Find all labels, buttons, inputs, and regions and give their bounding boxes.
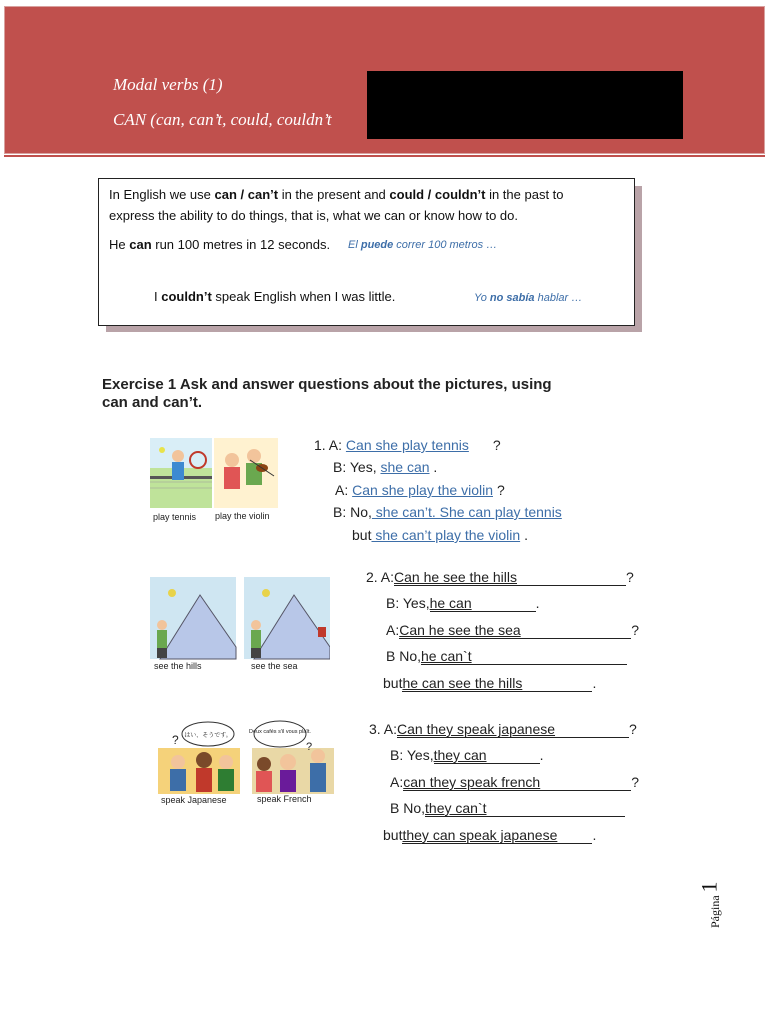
q1-answer-a1[interactable]: Can she play tennis: [345, 437, 469, 453]
picture-tennis-violin: [150, 438, 280, 510]
q1-answer-b1[interactable]: she can: [380, 459, 430, 475]
q1-answer-but[interactable]: she can’t play the violin: [371, 527, 521, 543]
caption-play-violin: play the violin: [215, 511, 270, 521]
doc-title: Modal verbs (1): [113, 75, 223, 94]
q2-line-a2: A:Can he see the sea ?: [386, 622, 640, 638]
rule-line-2: express the ability to do things, that is, what we can or know how to do.: [109, 208, 518, 223]
grammar-infobox: [98, 178, 635, 326]
svg-text:?: ?: [172, 733, 179, 747]
picture-japanese-french: [158, 720, 336, 796]
q1-answer-b2[interactable]: she can’t. She can play tennis: [371, 504, 562, 520]
q1-line-b1: B: Yes, she can .: [333, 459, 438, 475]
caption-speak-japanese: speak Japanese: [161, 795, 227, 805]
q3-line-a2: A:can they speak french ?: [390, 774, 640, 790]
doc-subtitle: CAN (can, can’t, could, couldn’t: [113, 110, 332, 129]
exercise-title: Exercise 1 Ask and answer questions about the pictures, using can and can’t.: [102, 376, 552, 411]
q3-answer-a2[interactable]: can they speak french: [403, 774, 631, 791]
svg-text:?: ?: [306, 741, 313, 753]
bubble-japanese: はい、そうです。: [184, 732, 232, 739]
q1-line-a2: A: Can she play the violin ?: [335, 482, 505, 498]
q2-line-a1: 2. A:Can he see the hills ?: [366, 569, 634, 585]
translation-2: Yo no sabía hablar …: [474, 292, 583, 304]
example-2: I couldn’t speak English when I was little.: [154, 289, 396, 304]
q2-line-but: buthe can see the hills .: [383, 675, 597, 691]
picture-hills-sea: [150, 577, 330, 661]
header-divider: [4, 155, 765, 157]
q2-answer-a2[interactable]: Can he see the sea: [399, 622, 631, 639]
q3-line-b2: B No,they can`t: [390, 800, 625, 817]
q3-answer-b2[interactable]: they can`t: [425, 800, 625, 817]
q2-answer-b2[interactable]: he can`t: [421, 648, 627, 665]
caption-speak-french: speak French: [257, 794, 312, 804]
q2-line-b1: B: Yes,he can .: [386, 595, 540, 611]
q2-answer-b1[interactable]: he can: [430, 595, 536, 612]
q3-answer-a1[interactable]: Can they speak japanese: [397, 721, 629, 738]
q2-answer-a1[interactable]: Can he see the hills: [394, 569, 626, 586]
example-1: He can run 100 metres in 12 seconds.: [109, 237, 331, 252]
q3-answer-b1[interactable]: they can: [434, 747, 540, 764]
q2-answer-but[interactable]: he can see the hills: [402, 675, 592, 692]
translation-1: El puede correr 100 metros …: [348, 239, 498, 251]
caption-see-sea: see the sea: [251, 661, 298, 671]
q1-line-but: but she can’t play the violin .: [352, 527, 528, 543]
q3-line-a1: 3. A:Can they speak japanese ?: [369, 721, 637, 737]
q1-line-b2: B: No, she can’t. She can play tennis: [333, 504, 562, 520]
q3-line-b1: B: Yes,they can .: [390, 747, 544, 763]
page-label: Página: [708, 895, 722, 928]
rule-line-1: In English we use can / can’t in the present and could / couldn’t in the past to: [109, 187, 564, 202]
q2-line-b2: B No,he can`t: [386, 648, 627, 665]
q3-line-but: butthey can speak japanese .: [383, 827, 597, 843]
page-number: 1: [696, 881, 722, 893]
caption-see-hills: see the hills: [154, 661, 202, 671]
q1-answer-a2[interactable]: Can she play the violin: [352, 482, 493, 498]
q1-line-a1: 1. A: Can she play tennis ?: [314, 437, 501, 453]
redaction-box: [367, 71, 683, 139]
bubble-french: Deux cafés s'il vous plaît.: [249, 729, 311, 735]
q3-answer-but[interactable]: they can speak japanese: [402, 827, 592, 844]
caption-play-tennis: play tennis: [153, 512, 197, 522]
